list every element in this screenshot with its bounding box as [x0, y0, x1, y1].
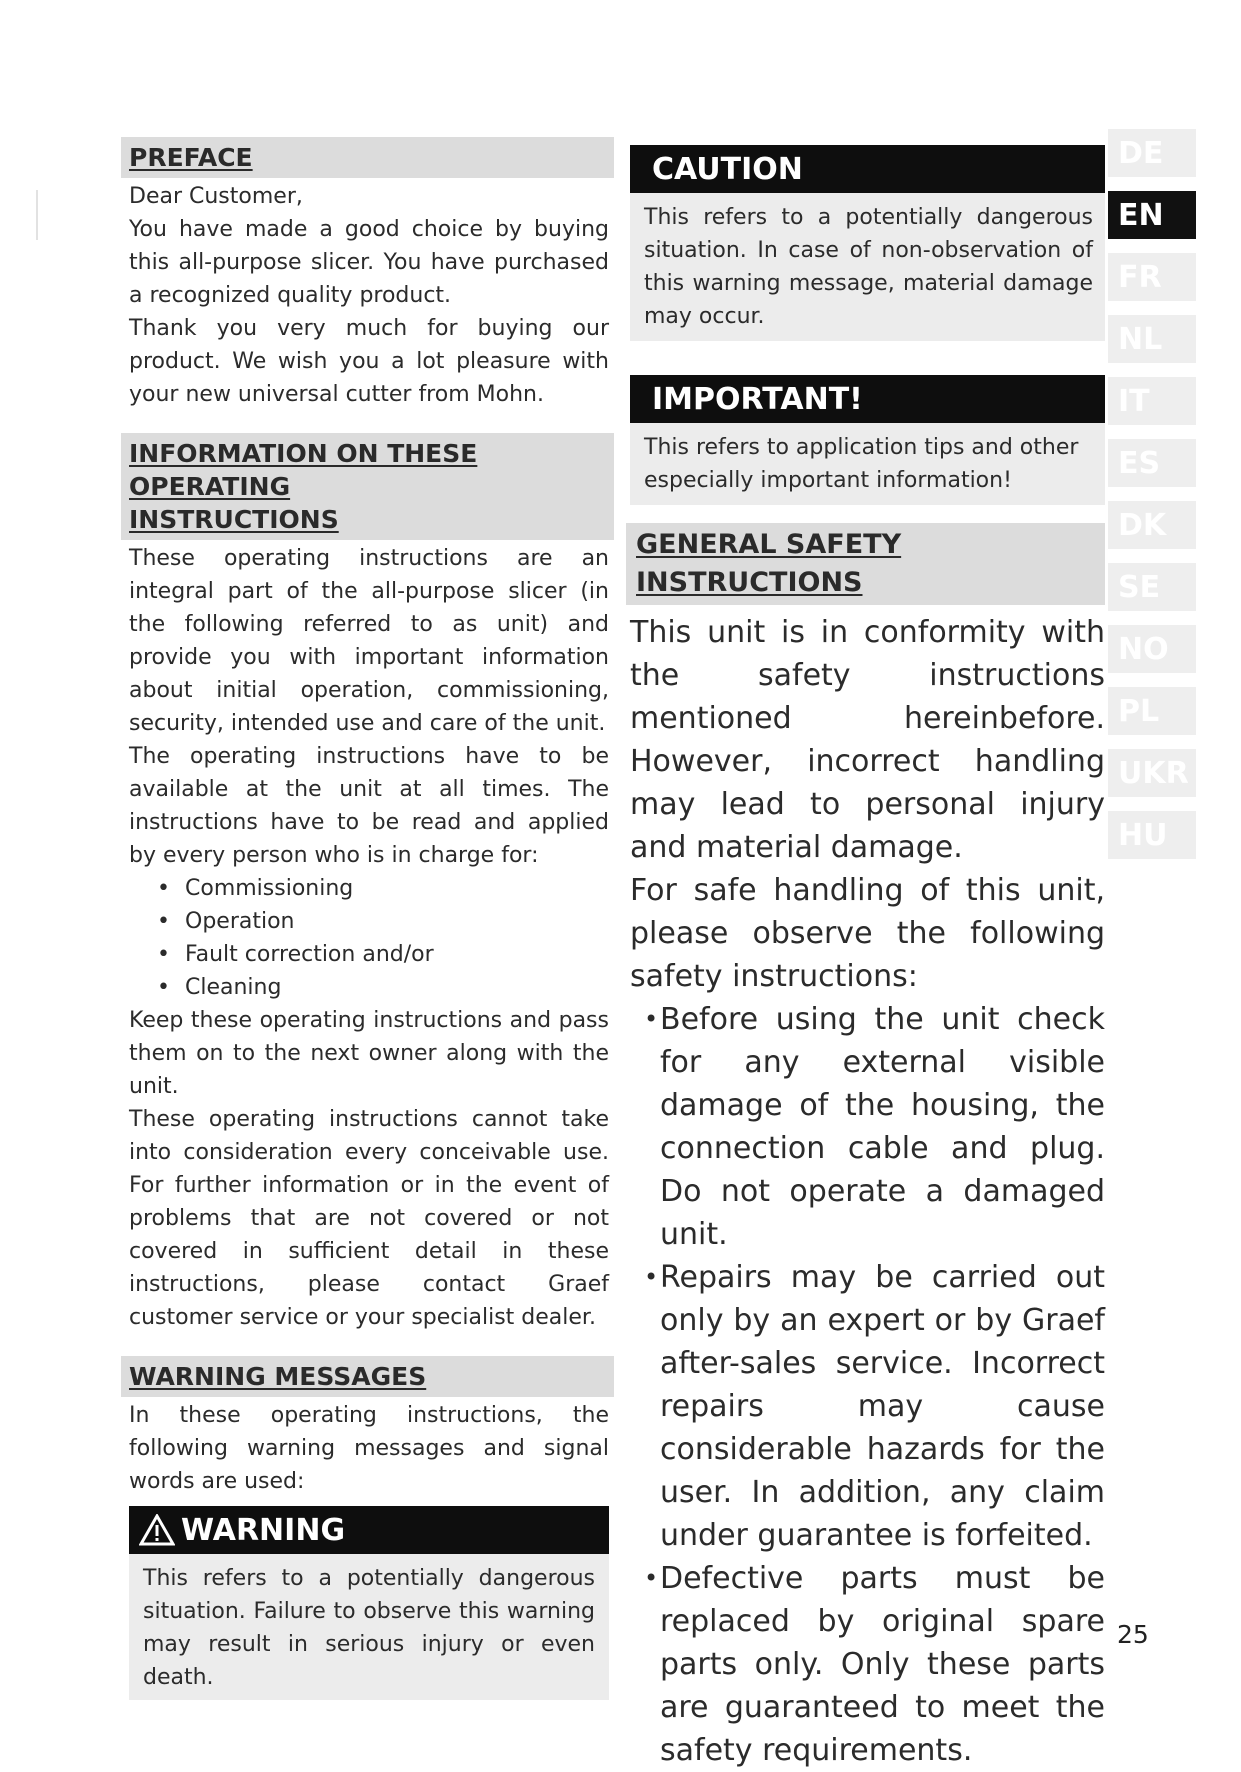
warning-text: This refers to a potentially dangerous situation. Failure to observe this warning may result in serious injury or even death. — [129, 1554, 609, 1700]
list-item-text: Defective parts must be replaced by original spare parts only. Only these parts are guaranteed to meet the safety requirements. — [660, 1561, 1105, 1768]
bullet-icon: • — [644, 1263, 659, 1291]
tab-no[interactable]: NO — [1108, 625, 1196, 673]
general-safety-paragraph-2: For safe handling of this unit, please observe the following safety instructions: — [630, 873, 1105, 994]
list-item: • Cleaning — [157, 971, 609, 1004]
right-column — [630, 145, 1105, 1772]
caution-bar: CAUTION — [630, 145, 1105, 193]
list-item: • Commissioning — [157, 872, 609, 905]
tab-nl[interactable]: NL — [1108, 315, 1196, 363]
tab-de[interactable]: DE — [1108, 129, 1196, 177]
tab-hu[interactable]: HU — [1108, 811, 1196, 859]
warning-messages-intro: In these operating instructions, the following warning messages and signal words are used: — [129, 1403, 609, 1494]
list-item: • Fault correction and/or — [157, 938, 609, 971]
tab-dk[interactable]: DK — [1108, 501, 1196, 549]
preface-thanks: Thank you very much for buying our product. We wish you a lot pleasure with your new universal cutter from Mohn. — [129, 316, 609, 407]
info-paragraph-2: The operating instructions have to be available at the unit at all times. The instructions have to be read and applied by every person who is in charge for: — [129, 744, 609, 868]
important-text: This refers to application tips and other especially important information! — [630, 423, 1105, 505]
margin-mark — [36, 190, 38, 240]
list-item — [644, 1256, 1105, 1557]
tab-en[interactable]: EN — [1108, 191, 1196, 239]
info-heading-line1: INFORMATION ON THESE OPERATING — [129, 439, 478, 501]
tab-pl[interactable]: PL — [1108, 687, 1196, 735]
tab-se[interactable]: SE — [1108, 563, 1196, 611]
info-paragraph-1: These operating instructions are an integral part of the all-purpose slicer (in the following referred to as unit) and provide you with important information about initial operation, commissioning, security, intended use and care of the unit. — [129, 546, 609, 736]
tab-es[interactable]: ES — [1108, 439, 1196, 487]
language-tabs — [1108, 129, 1196, 873]
tab-it[interactable]: IT — [1108, 377, 1196, 425]
important-box — [630, 375, 1105, 505]
info-paragraph-3: Keep these operating instructions and pass them on to the next owner along with the unit. — [129, 1008, 609, 1099]
important-bar: IMPORTANT! — [630, 375, 1105, 423]
warning-triangle-icon — [139, 1514, 175, 1546]
list-item — [644, 1557, 1105, 1772]
info-heading-line2: INSTRUCTIONS — [129, 505, 339, 534]
warning-messages-heading: WARNING MESSAGES — [121, 1356, 614, 1397]
list-item-text: Before using the unit check for any external visible damage of the housing, the connection cable and plug. Do not operate a damaged unit. — [660, 1002, 1105, 1252]
warning-box — [129, 1506, 609, 1700]
tab-ukr[interactable]: UKR — [1108, 749, 1196, 797]
info-paragraph-4: These operating instructions cannot take into consideration every conceivable use. For further information or in the event of problems that are not covered or not covered in sufficient detail in these instructions, please contact Graef customer service or your specialist dealer. — [129, 1107, 609, 1330]
general-safety-heading: GENERAL SAFETY INSTRUCTIONS — [626, 523, 1105, 605]
warning-title: WARNING — [181, 1512, 346, 1548]
preface-greeting: Dear Customer, — [129, 184, 303, 209]
tab-fr[interactable]: FR — [1108, 253, 1196, 301]
list-item-text: Repairs may be carried out only by an expert or by Graef after-sales service. Incorrect repairs may cause considerable hazards for the user. In addition, any claim under guarantee is forfeited. — [660, 1260, 1105, 1553]
page-number: 25 — [1117, 1620, 1149, 1649]
preface-heading: PREFACE — [121, 137, 614, 178]
general-safety-list — [630, 998, 1105, 1772]
list-item: • Operation — [157, 905, 609, 938]
info-bullet-list — [129, 872, 609, 1004]
warning-bar — [129, 1506, 609, 1554]
caution-box — [630, 145, 1105, 341]
general-safety-paragraph-1: This unit is in conformity with the safety instructions mentioned hereinbefore. However, incorrect handling may lead to personal injury and material damage. — [630, 615, 1105, 865]
bullet-icon: • — [644, 1564, 659, 1592]
list-item — [644, 998, 1105, 1256]
bullet-icon: • — [644, 1005, 659, 1033]
info-heading — [121, 433, 614, 540]
preface-paragraph: You have made a good choice by buying this all-purpose slicer. You have purchased a recognized quality product. — [129, 217, 609, 308]
caution-text: This refers to a potentially dangerous situation. In case of non-observation of this warning message, material damage may occur. — [630, 193, 1105, 341]
left-column — [129, 137, 609, 1700]
